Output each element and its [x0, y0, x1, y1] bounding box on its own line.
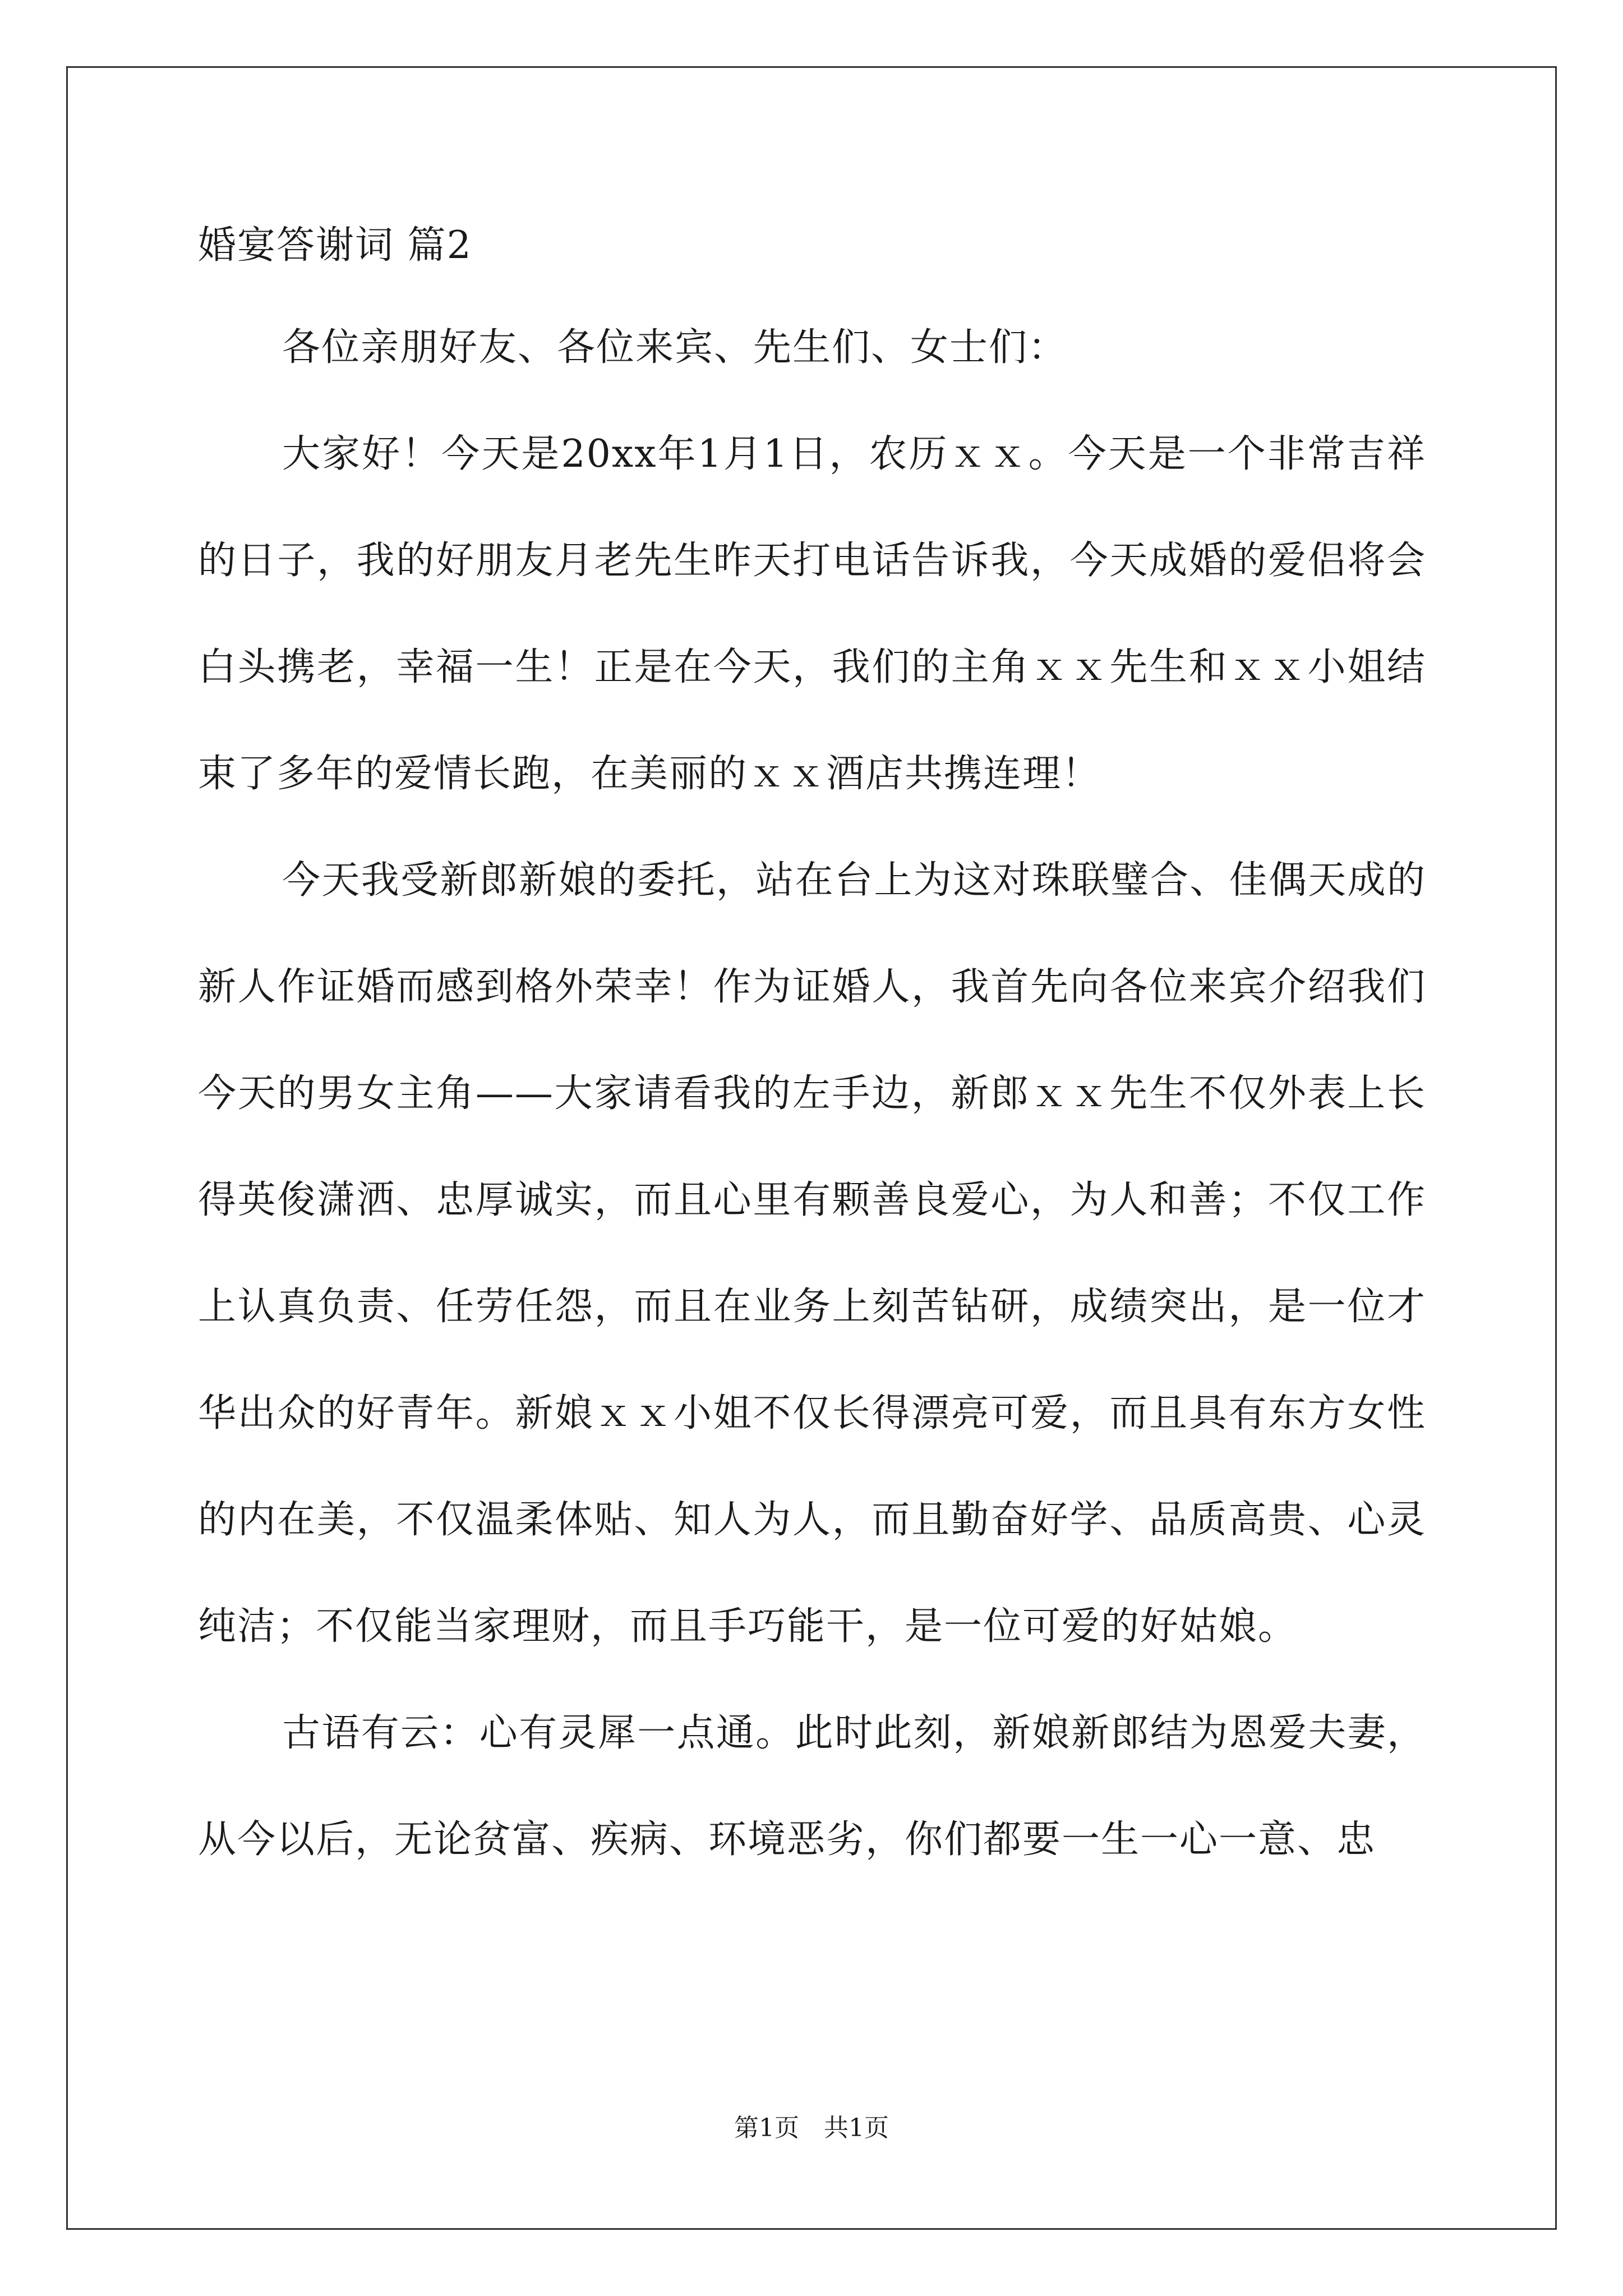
paragraph-greeting: 各位亲朋好友、各位来宾、先生们、女士们：: [282, 325, 1068, 370]
document-body: [198, 295, 1426, 1893]
paragraph-opening: 大家好！今天是20xx年1月1日，农历ｘｘ。今天是一个非常吉祥的日子，我的好朋友月老先生昨天打电话告诉我，今天成婚的爱侣将会白头携老，幸福一生！正是在今天，我们的主角ｘｘ先生和ｘｘ小姐结束了多年的爱情长跑，在美丽的ｘｘ酒店共携连理！: [198, 432, 1426, 796]
paragraph-introduction: 今天我受新郎新娘的委托，站在台上为这对珠联璧合、佳偶天成的新人作证婚而感到格外荣幸！作为证婚人，我首先向各位来宾介绍我们今天的男女主角——大家请看我的左手边，新郎ｘｘ先生不仅外表上长得英俊潇洒、忠厚诚实，而且心里有颗善良爱心，为人和善；不仅工作上认真负责、任劳任怨，而且在业务上刻苦钻研，成绩突出，是一位才华出众的好青年。新娘ｘｘ小姐不仅长得漂亮可爱，而且具有东方女性的内在美，不仅温柔体贴、知人为人，而且勤奋好学、品质高贵、心灵纯洁；不仅能当家理财，而且手巧能干，是一位可爱的好姑娘。: [198, 858, 1426, 1649]
paragraph-blessing: 古语有云：心有灵犀一点通。此时此刻，新娘新郎结为恩爱夫妻，从今以后，无论贫富、疾病、环境恶劣，你们都要一生一心一意、忠: [198, 1711, 1426, 1862]
document-title: 婚宴答谢词 篇2: [198, 223, 472, 268]
page-footer: 第1页 共1页: [734, 2114, 889, 2142]
